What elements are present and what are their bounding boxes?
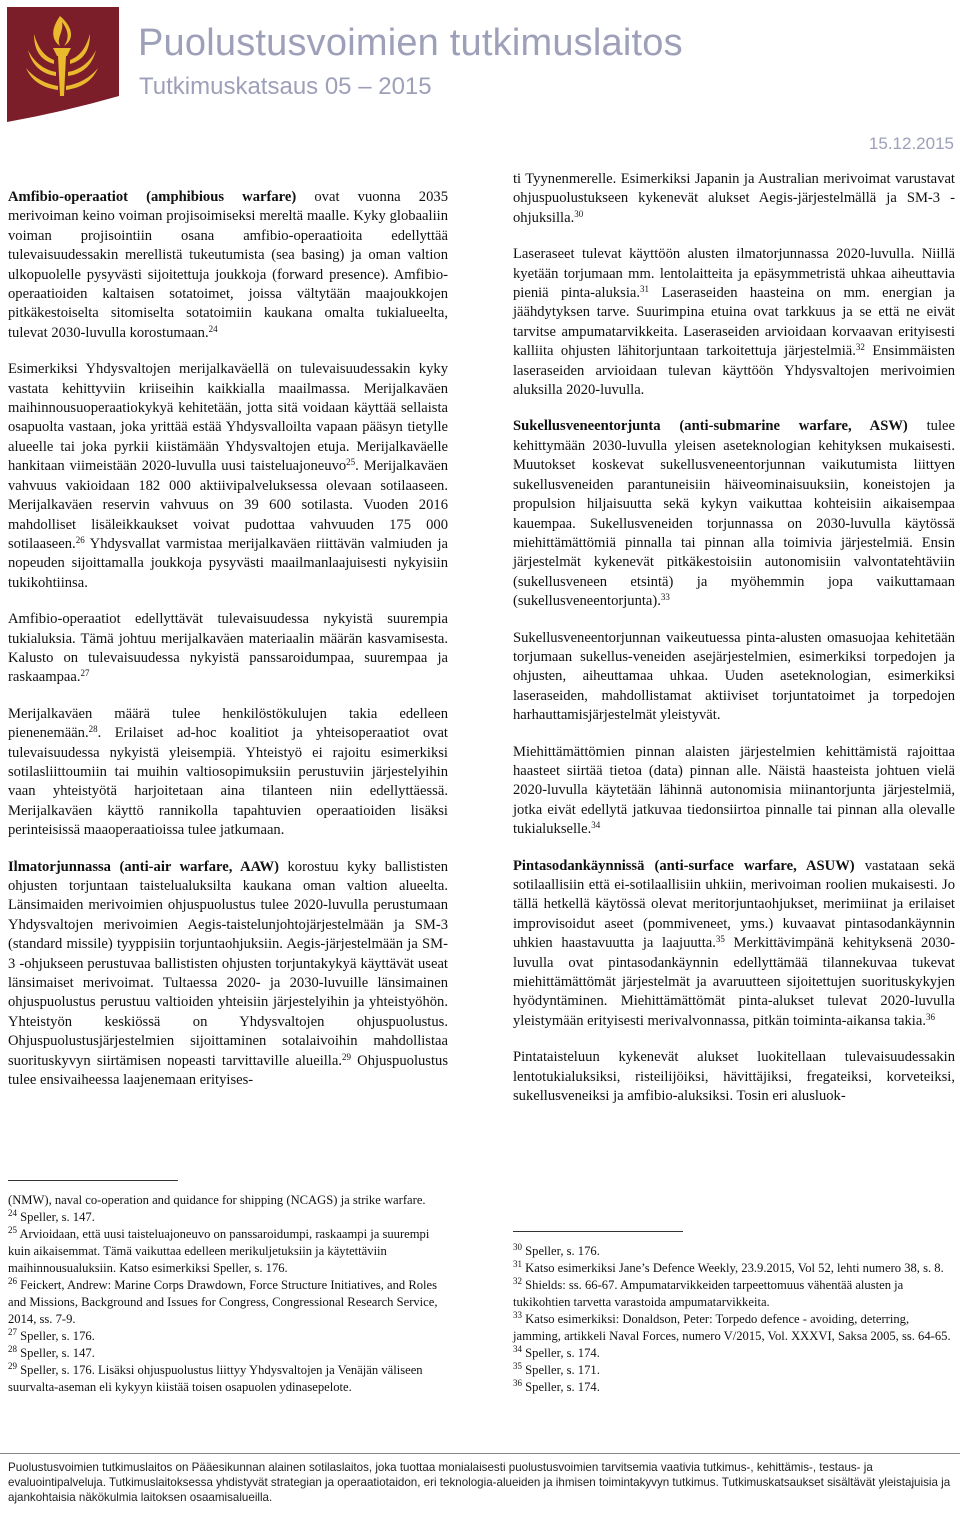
footnote-item (8, 1277, 448, 1328)
paragraph-air-defence (8, 858, 448, 1091)
footnote-ref[interactable]: 36 (925, 1011, 935, 1022)
paragraph-text: Laseraseiden haasteina on mm. energian ja jäähdytyksen tarve. Suurimpina etuina ovat tarkkuus ja se että ne eivät tarvitse ampumatarvikkeita. Laseraseiden arvioidaan korvaavan erityisesti kalliita ohjusten lähitorjuntaan tarkoitettuja järjestelmiä. (513, 285, 955, 360)
footnote-text: Speller, s. 147. (17, 1210, 95, 1224)
footnote-item (513, 1311, 955, 1345)
paragraph-self-defence (513, 629, 955, 726)
paragraph-text: Yhdysvallat varmistaa merijalkaväen riittävän valmiuden ja nopeuden sijoittamalla joukkoja pysyvästi maailmanlaajuisesti nykyisiin tukikohtiinsa. (8, 535, 448, 591)
paragraph-lasers (513, 245, 955, 400)
footnote-item (513, 1345, 955, 1362)
paragraph-text: . Erilaiset ad-hoc koalitiot ja yhteisoperaatiot ovat tulevaisuudessa nykyistä yleisempiä. Yhteistyö ei rajoitu esimerkiksi sotilasliittoumiin tai muihin valtiosopimuksiin perustuviin järjestelyihin vaan yhteistyötä harjoitetaan aina tilanteen niin edellyttäessä. Merijalkaväen käyttö rannikolla tapahtuvien operaatioiden lisäksi perinteisissä maaoperaatioissa tulee jatkumaan. (8, 725, 448, 839)
footnote-ref[interactable]: 29 (342, 1051, 351, 1062)
footnote-item (8, 1226, 448, 1277)
footnote-ref[interactable]: 27 (80, 668, 90, 679)
paragraph-text: ovat vuonna 2035 merivoiman keino voiman projisoimiseksi mereltä maalle. Kyky globaaliin voiman projisointiin osana amfibio-operaatioita edellyttää tulevaisuudessakin merellistä tukeutumista (sea basing) ja oman valtion ulkopuolelle pysyvästi sijoitettuja joukkoja (forward presence). Amfibio-operaatioiden kaltaisen sotatoimet, joissa vältytään maajoukkojen pitkäkestoiselta sitomiselta sotatoimiin kaukana omalta tukialueelta, tulevat 2030-luvulla korostumaan. (8, 189, 448, 341)
paragraph-text: Sukellusveneentorjunnan vaikeutuessa pinta-alusten omasuojaa kehitetään torjumaan sukellus-veneiden asejärjestelmien, esimerkiksi torpedojen ja ohjusten, aiheuttamaa uhkaa. Uuden aseteknologian, esimerkiksi laseraseiden, mahdollistamat aktiiviset torjuntatoimet ja torpedojen harhauttamisjärjestelmät yleistyvät. (513, 629, 955, 724)
footnote-item (8, 1209, 448, 1226)
paragraph-text: vastataan sekä sotilaallisiin että ei-sotilaallisiin uhkiin, merivoiman roolien mukaisesti. Jo tällä hetkellä käytössä olevat meritorjuntaohjukset, merimiinat ja erilaiset improvisoidut aseet (pommiveneet, yms.) kuvaavat pintasodankäynnin uhkien haastavuutta ja laajuutta. (513, 857, 955, 952)
paragraph-text: Pintataisteluun kykenevät alukset luokitellaan tulevaisuudessakin lentotukialuksiksi, risteilijöiksi, hävittäjiksi, fregateiksi, korveteiksi, sukellusveneiksi ja amfibio-aluksiksi. Tosin eri alusluok- (513, 1049, 955, 1105)
footnote-continuation: (NMW), naval co-operation and quidance for shipping (NCAGS) ja strike warfare. (8, 1193, 426, 1207)
paragraph-unmanned (513, 743, 955, 840)
footnote-item (8, 1328, 448, 1345)
footnote-ref[interactable]: 34 (591, 820, 601, 831)
paragraph-coalitions (8, 705, 448, 841)
issue-subtitle: Tutkimuskatsaus 05 – 2015 (139, 73, 432, 100)
footnote-number: 34 (513, 1344, 522, 1354)
footnote-ref[interactable]: 28 (88, 724, 98, 735)
footnote-number: 27 (8, 1327, 17, 1337)
footnote-item (513, 1277, 955, 1311)
footnotes-right (513, 1243, 955, 1396)
paragraph-asuw (513, 857, 955, 1032)
footnote-ref[interactable]: 24 (208, 323, 218, 334)
footnote-number: 29 (8, 1361, 17, 1371)
paragraph-text: Esimerkiksi Yhdysvaltojen merijalkaväellä on tulevaisuudessakin kyky vastata kehittyviin kriiseihin kaikkialla maailmassa. Merijalkaväen maihinnousuoperaatiokykyä kehitetään, jotta sitä voidaan käyttää sellaista osapuolta vastaan, joka yrittää estää Yhdysvalloilta vapaan pääsyn tietylle alueelle tai joka pyrkii kiistämään Yhdysvaltojen etuja. Merijalkaväelle hankitaan viimeistään 2020-luvulla uusi taisteluajoneuvo (8, 361, 448, 475)
footnote-item (513, 1362, 955, 1379)
footnote-text: Speller, s. 176. Lisäksi ohjuspuolustus liittyy Yhdysvaltojen ja Venäjän väliseen suurvalta-aseman eli kykyyn kiistää toisen osapuolen ydinasepelote. (8, 1363, 423, 1394)
paragraph-text: Miehittämättömien pinnan alaisten järjestelmien kehittämistä rajoittaa haasteet siirtää tietoa (data) pinnan alle. Näistä haasteista johtuen vielä 2020-luvulla käytetään lähinnä autonomisia miinantorjunta järjestelmiä, jotka eivät edellytä jatkuvaa tiedonsiirtoa pinnalle tai pinnan alla olevalle tukialukselle. (513, 743, 955, 838)
right-column (513, 170, 955, 1123)
paragraph-marine-corps (8, 360, 448, 593)
footnote-ref[interactable]: 33 (660, 592, 670, 603)
footnote-text: Speller, s. 171. (522, 1363, 600, 1377)
footnote-ref[interactable]: 26 (75, 534, 85, 545)
footnote-text: Speller, s. 147. (17, 1346, 95, 1360)
section-heading-amphibious: Amfibio-operaatiot (amphibious warfare) (8, 189, 297, 205)
paragraph-text: korostuu kyky ballististen ohjusten torjuntaan taistelualuksilta kaukana oman valtion alueelta. Länsimaiden merivoimien ohjuspuolustus tulee 2020-luvulla perustumaan Yhdysvaltojen merivoimien Aegis-taistelunjohtojärjestelmään ja SM-3 (standard missile) tyyppisiin torjuntaohjuksiin. Aegis-järjestelmään ja SM-3 -ohjukseen perustuvaa ballististen ohjusten torjuntakykyä käyttävät useat länsimaiset merivoimat. Tultaessa 2020- ja 2030-luvuille länsimainen ohjuspuolustus perustuu valtioiden yhteisiin järjestelyihin ja yhteistyöhön. Yhteistyön keskiössä on Yhdysvaltojen ohjuspuolustus. Ohjuspuolustusjärjestelmien sijoittaminen sotalaivoihin mahdollistaa suorituskyvyn siirtämisen nopeasti tarvittaville alueilla. (8, 858, 448, 1069)
footnote-text: Speller, s. 176. (17, 1329, 95, 1343)
footnote-number: 33 (513, 1310, 522, 1320)
footnote-text: Shields: ss. 66-67. Ampumatarvikkeiden tarpeettomuus vähentää alusten ja tukikohtien tarvetta varastoida ampumatarvikkeita. (513, 1278, 904, 1309)
footnote-text: Katso esimerkiksi: Donaldson, Peter: Torpedo defence - avoiding, deterring, jamming, artikkeli Naval Forces, numero V/2015, Vol. XXXVI, Saksa 2005, ss. 64-65. (513, 1312, 951, 1343)
paragraph-text: Ohjuspuolustus tulee ensivaiheessa laajenemaan erityises- (8, 1052, 449, 1089)
section-heading-aaw: Ilmatorjunnassa (anti-air warfare, AAW) (8, 858, 279, 875)
section-heading-asuw: Pintasodankäynnissä (anti-surface warfare, ASUW) (513, 857, 855, 874)
footnote-number: 35 (513, 1361, 522, 1371)
footnote-number: 24 (8, 1208, 17, 1218)
footnote-number: 28 (8, 1344, 17, 1354)
footnote-text: Speller, s. 174. (522, 1380, 600, 1394)
paragraph-text: Laseraseet tulevat käyttöön alusten ilmatorjunnassa 2020-luvulla. Niillä kyetään torjumaan mm. lentolaitteita ja epäsymmetristä uhkaa aiheuttavia pieniä pinta-aluksia. (513, 246, 955, 302)
paragraph-text: . Merijalkaväen vahvuus vakioidaan 182 000 aktiivipalveluksessa olevaan sotilaaseen. Merijalkaväen reservin vahvuus on 39 600 sotilasta. Vuoden 2016 mahdolliset lisäleikkaukset voivat pudottaa vahvuuden 175 000 sotilaaseen. (8, 458, 448, 552)
paragraph-pacific (513, 170, 955, 228)
left-column (8, 188, 448, 1107)
footnote-number: 32 (513, 1276, 522, 1286)
paragraph-text: tulee kehittymään 2030-luvulla yleisen aseteknologian kehityksen mukaisesti. Muutokset koskevat sukellusveneentorjunnan vaikutumista liittyen sukellusveneiden parantuneisiin häiveominaisuuksiin, koneistojen ja propulsion hiljaisuutta sekä kykyn vaikuttaa kohteisiin aikaisempaa kauempaa. Sukellusveneiden torjunnassa on 2030-luvulla käytössä miehittämättömiä pinnalla tai pinnan alla toimivia järjestelmiä. Ensin järjestelmät kykenevät pitkäkestoisiin autonomisiin valvontatehtäviin (sukellusveneen etsintä) ja myöhemmin jopa vaikuttamaan (sukellusveneentorjunta). (513, 418, 955, 610)
footnote-ref[interactable]: 30 (574, 208, 584, 219)
paragraph-text: ti Tyynenmerelle. Esimerkiksi Japanin ja Australian merivoimat varustavat ohjuspuolustukseen kykenevät alukset Aegis-järjestelmällä ja SM-3 -ohjuksilla. (513, 171, 955, 226)
footnote-item (513, 1243, 955, 1260)
footnote-number: 36 (513, 1378, 522, 1388)
publisher-title: Puolustusvoimien tutkimuslaitos (138, 22, 683, 64)
footnote-text: Speller, s. 176. (522, 1244, 600, 1258)
section-heading-asw: Sukellusveneentorjunta (anti-submarine warfare, ASW) (513, 418, 908, 435)
institute-logo (4, 4, 122, 124)
paragraph-asw (513, 417, 955, 611)
paragraph-ship-classes (513, 1048, 955, 1106)
publication-date: 15.12.2015 (868, 134, 954, 153)
footnote-text: Feickert, Andrew: Marine Corps Drawdown, Force Structure Initiatives, and Roles and Missions, Background and Issues for Congress, Congressional Research Service, 2014, ss. 7-9. (8, 1278, 438, 1326)
paragraph-text: Merkittävimpänä kehityksenä 2030-luvulla ovat pintasodankäynnin edellyttämää tilannekuvaa tukevat miehittämättömät järjestelmät ja avaruutteen sijoitettujen suorituskykyjen hyödyntäminen. Miehittämättömät pinta-alukset tulevat 2020-luvulla yleistymään erityisesti merivalvonnassa, pitkän toiminta-aikansa takia. (513, 935, 956, 1029)
footnote-item (513, 1260, 955, 1277)
footnote-item (8, 1362, 448, 1396)
footnote-number: 30 (513, 1242, 522, 1252)
footnote-text: Speller, s. 174. (522, 1346, 600, 1360)
footnotes-left (8, 1192, 448, 1396)
paragraph-text: Amfibio-operaatiot edellyttävät tulevaisuudessa nykyistä suurempia tukialuksia. Tämä johtuu merijalkaväen materiaalin määrän kasvamisesta. Kalusto on tulevaisuudessa nykyistä panssaroidumpaa, suurempaa ja raskaampaa. (8, 611, 448, 686)
footnote-text: Arvioidaan, että uusi taisteluajoneuvo on panssaroidumpi, raskaampi ja suurempi kuin aikaisemmat. Tämä vaikuttaa edelleen merikuljetuksiin ja käytettäviin maihinnousualuksiin. Katso esimerkiksi Speller, s. 176. (8, 1227, 430, 1275)
footnote-item (513, 1379, 955, 1396)
paragraph-support-ships (8, 610, 448, 688)
footnote-ref[interactable]: 32 (855, 342, 865, 353)
footnote-divider (8, 1180, 178, 1181)
footnote-ref[interactable]: 31 (640, 284, 650, 295)
paragraph-amphibious (8, 188, 448, 343)
paragraph-text: Merijalkaväen määrä tulee henkilöstökulujen takia edelleen pienenemään. (8, 705, 448, 742)
paragraph-text: Ensimmäisten laseraseiden arvioidaan tulevan käyttöön Yhdysvaltojen merivoimien aluksilla 2020-luvulla. (513, 343, 956, 399)
footnote-number: 31 (513, 1259, 522, 1269)
footnote-ref[interactable]: 25 (346, 457, 356, 468)
footnote-ref[interactable]: 35 (715, 934, 725, 945)
footnote-divider (513, 1231, 683, 1232)
footnote-number: 25 (8, 1225, 17, 1235)
footnote-number: 26 (8, 1276, 17, 1286)
footnote-text: Katso esimerkiksi Jane’s Defence Weekly, 23.9.2015, Vol 52, lehti numero 38, s. 8. (522, 1261, 944, 1275)
footnote-item (8, 1345, 448, 1362)
page-footer: Puolustusvoimien tutkimuslaitos on Pääesikunnan alainen sotilaslaitos, joka tuottaa monialaisesti puolustusvoimien tarvitsemia vaativia tutkimus-, kehittämis-, testaus- ja evaluointipalveluja. Tutkimuslaitoksessa yhdistyvät strategian ja operaatiotaidon, eri teknologia-alueiden ja ihmisen toimintakyvyn tutkimus. Tutkimuskatsaukset sisältävät yleistajuisia ja ajankohtaisia näkökulmia laitoksen osaamisalueilla. (8, 1461, 951, 1505)
footer-divider (0, 1453, 960, 1454)
